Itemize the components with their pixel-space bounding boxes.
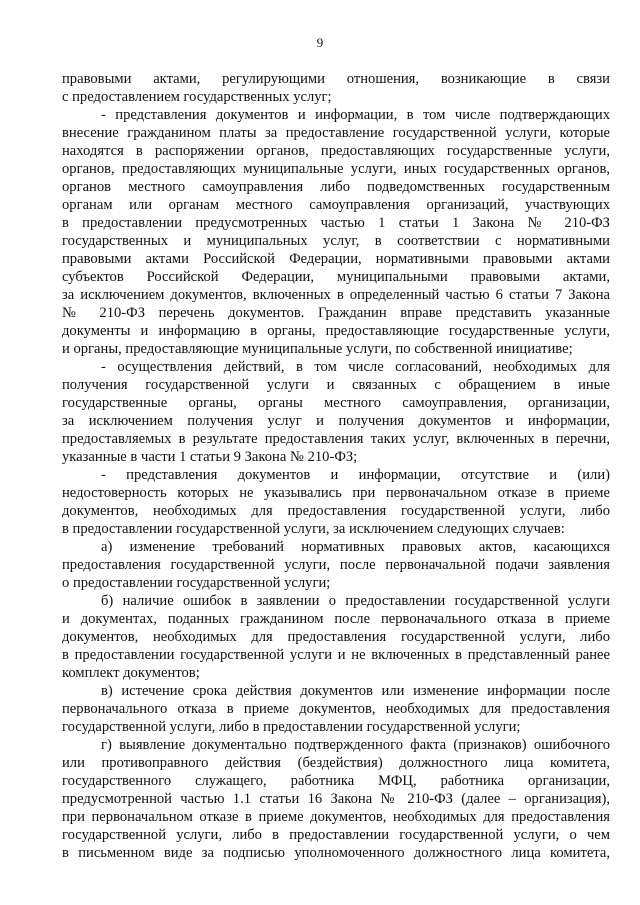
text-line: г) выявление документально подтвержденного факта (признаков) ошибочного	[101, 737, 610, 753]
text-line: указанные в части 1 статьи 9 Закона № 210-ФЗ;	[62, 449, 358, 465]
text-line: недостоверность которых не указывались при первоначальном отказе в приеме	[62, 485, 610, 501]
text-line: документов, необходимых для предоставления государственной услуги, либо	[62, 629, 610, 645]
text-line: первоначального отказа в приеме документов, необходимых для предоставления	[62, 701, 610, 717]
text-line: или противоправного действия (бездействия) должностного лица комитета,	[62, 755, 610, 771]
text-line: предоставления государственной услуги, после первоначальной подачи заявления	[62, 557, 610, 573]
text-line: с предоставлением государственных услуг;	[62, 89, 332, 105]
text-line: а) изменение требований нормативных правовых актов, касающихся	[101, 539, 610, 555]
text-line: государственного служащего, работника МФЦ, работника организации,	[62, 773, 610, 789]
text-line: внесение гражданином платы за предоставление государственной услуги, которые	[62, 125, 610, 141]
text-line: за исключением документов, включенных в определенный частью 6 статьи 7 Закона	[62, 287, 610, 303]
text-line: государственной услуги, либо в предоставлении государственной услуги, о чем	[62, 827, 610, 843]
text-line: - представления документов и информации, отсутствие и (или)	[101, 467, 610, 483]
text-line: и органы, предоставляющие муниципальные услуги, по собственной инициативе;	[62, 341, 573, 357]
text-line: в письменном виде за подписью уполномоченного должностного лица комитета,	[62, 845, 610, 861]
text-line: государственной услуги, либо в предоставлении государственной услуги;	[62, 719, 521, 735]
text-line: в предоставлении государственной услуги и не включенных в представленный ранее	[62, 647, 610, 663]
text-line: органов местного самоуправления либо подведомственных государственным	[62, 179, 610, 195]
text-line: органов, предоставляющих муниципальные услуги, иных государственных органов,	[62, 161, 610, 177]
text-line: документы и информацию в органы, предоставляющие государственные услуги,	[62, 323, 610, 339]
text-line: получения государственной услуги и связанных с обращением в иные	[62, 377, 610, 393]
text-line: органам или органам местного самоуправления организаций, участвующих	[62, 197, 610, 213]
text-line: комплект документов;	[62, 665, 200, 681]
page-number: 9	[316, 35, 324, 50]
text-line: о предоставлении государственной услуги;	[62, 575, 331, 591]
text-line: в предоставлении предусмотренных частью 1 статьи 1 Закона № 210-ФЗ	[62, 215, 610, 231]
text-line: в) истечение срока действия документов или изменение информации после	[101, 683, 610, 699]
text-line: правовыми актами, регулирующими отношения, возникающие в связи	[62, 71, 610, 87]
text-line: - представления документов и информации, в том числе подтверждающих	[101, 107, 610, 123]
text-line: предусмотренной частью 1.1 статьи 16 Закона № 210-ФЗ (далее – организация),	[62, 791, 610, 807]
text-line: документов, необходимых для предоставления государственной услуги, либо	[62, 503, 610, 519]
text-line: при первоначальном отказе в приеме документов, необходимых для предоставления	[62, 809, 610, 825]
text-line: субъектов Российской Федерации, муниципальными правовыми актами,	[62, 269, 610, 285]
text-line: в предоставлении государственной услуги, за исключением следующих случаев:	[62, 521, 565, 537]
text-line: находятся в распоряжении органов, предоставляющих государственные услуги,	[62, 143, 610, 159]
text-line: № 210-ФЗ перечень документов. Гражданин вправе представить указанные	[62, 305, 610, 321]
text-line: правовыми актами Российской Федерации, нормативными правовыми актами	[62, 251, 610, 267]
text-line: - осуществления действий, в том числе согласований, необходимых для	[101, 359, 610, 375]
text-line: государственных и муниципальных услуг, в соответствии с нормативными	[62, 233, 610, 249]
text-line: за исключением получения услуг и получения документов и информации,	[62, 413, 610, 429]
text-line: предоставляемых в результате предоставления таких услуг, включенных в перечни,	[62, 431, 610, 447]
text-line: б) наличие ошибок в заявлении о предоставлении государственной услуги	[101, 593, 610, 609]
text-line: и документах, поданных гражданином после первоначального отказа в приеме	[62, 611, 610, 627]
text-line: государственные органы, органы местного самоуправления, организации,	[62, 395, 610, 411]
